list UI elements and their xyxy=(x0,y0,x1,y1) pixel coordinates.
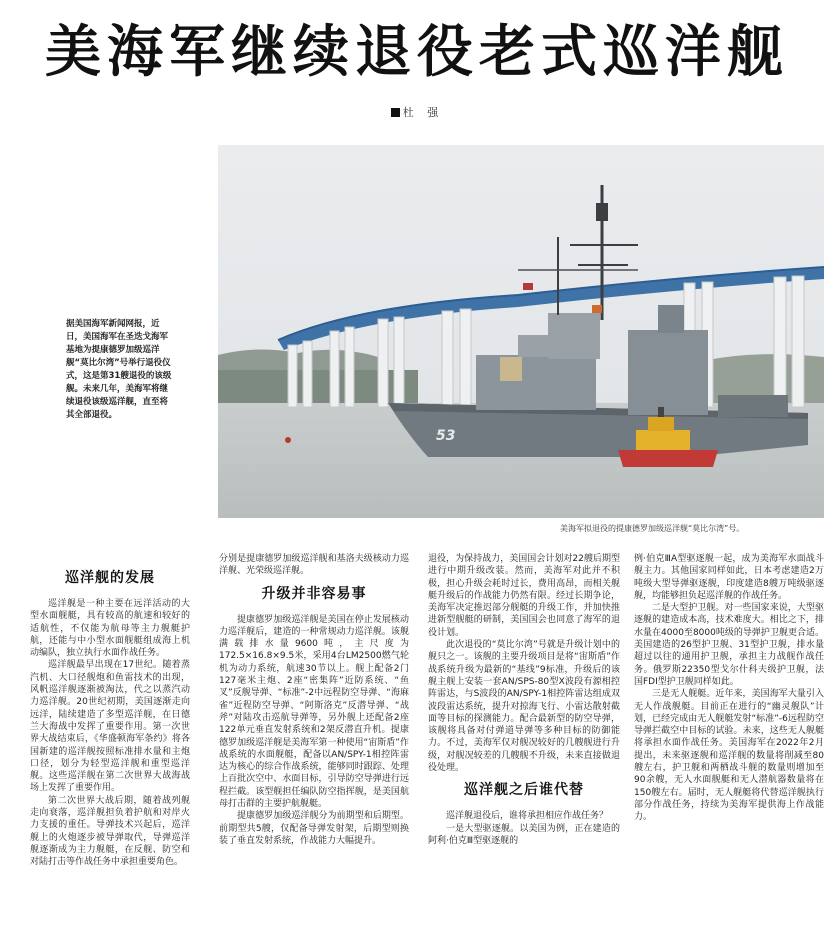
headline: 美海军继续退役老式巡洋舰 xyxy=(45,20,789,85)
photo-caption: 美海军拟退役的提康德罗加级巡洋舰“莫比尔湾”号。 xyxy=(560,524,745,533)
paragraph: 此次退役的“莫比尔湾”号就是升级计划中的舰只之一。该舰的主要升级项目是将“宙斯盾”作战系统升级为最新的“基线”9标准，升级后的该舰主舰上安装一套AN/SPS-80型X波段有源相控阵雷达，与S波段的AN/SPY-1相控阵雷达组成双波段雷达系统，提升对掠海飞行、小雷达散射截面等目标的探测能力。配合最新型的防空导弹，该舰将具备对付弹道导弹等多种目标的防御能力。不过，美海军仅对舰况较好的几艘舰进行升级，对舰况较差的几艘舰不升级，未来直接做退役处理。 xyxy=(428,640,620,774)
section-heading-upgrade: 升级并非容易事 xyxy=(261,585,367,602)
column-3 xyxy=(428,553,620,930)
section-heading-development: 巡洋舰的发展 xyxy=(65,570,155,586)
paragraph: 巡洋舰最早出现在17世纪。随着蒸汽机、大口径舰炮和鱼雷技术的出现，风帆巡洋舰逐渐被淘汰，代之以蒸汽动力巡洋舰。20世纪初期，美国逐渐走向远洋，陆续建造了多型巡洋舰，在日德兰大海战中发挥了重要作用。第一次世界大战结束后，《华盛顿海军条约》将各国新建的巡洋舰按照标准排水量和主炮口径，划分为轻型巡洋舰和重型巡洋舰。这些巡洋舰在第二次世界大战海战场上发挥了重要作用。 xyxy=(30,660,190,794)
paragraph: 二是大型护卫舰。对一些国家来说，大型驱逐舰的建造成本高，技术难度大。相比之下，排水量在4000至8000吨级的导弹护卫舰更合适。美国建造的26型护卫舰、31型护卫舰，排水量超过以往的通用护卫舰，承担主力战舰作战任务。俄罗斯22350型戈尔什科夫级护卫舰，法国FDI型护卫舰同样如此。 xyxy=(634,603,824,687)
paragraph: 三是无人舰艇。近年来，美国海军大量引入无人作战舰艇。目前正在进行的“幽灵舰队”计划，已经完成由无人舰艇发射“标准”-6远程防空导弹拦截空中目标的试验。未来，这些无人舰艇将承担水面作战任务。美国海军在2022年2月提出，未来驱逐舰和巡洋舰的数量将削减至80艘左右，护卫舰和两栖战斗舰的数量则增加至90余艘，无人水面舰艇和无人潜航器数量将在150艘左右。届时，无人舰艇将代替巡洋舰执行部分作战任务，持续为美海军提供海上作战能力。 xyxy=(634,689,824,823)
section-heading-successor: 巡洋舰之后谁代替 xyxy=(464,782,584,799)
paragraph: 第二次世界大战后期，随着战列舰走向衰落，巡洋舰担负着护航和对岸火力支援的重任。导弹技术兴起后，巡洋舰上的火炮逐步被导弹取代，导弹巡洋舰逐渐成为主力舰艇，在反舰、防空和对陆打击等作战任务中承担重要角色。 xyxy=(30,795,190,868)
paragraph: 退役，为保持战力，美国国会计划对22艘后期型进行中期升级改装。然而，美海军对此并不积极，担心升级会耗时过长，费用高昂，而相关舰艇升级后的作战能力仍然有限。经过长期争论，美海军决定推迟部分舰艇的升级工作，并加快推进新型舰艇的研制，美国国会也同意了海军的退役计划。 xyxy=(428,554,620,638)
paragraph: 提康德罗加级巡洋舰是美国在停止发展核动力巡洋舰后，建造的一种常规动力巡洋舰。该舰满载排水量9600吨，主尺度为172.5×16.8×9.5米，采用4台LM2500燃气轮机为动力系统，航速30节以上。舰上配备2门127毫米主炮、2座“密集阵”近防系统、“鱼叉”反舰导弹、“标准”-2中远程防空导弹、“海麻雀”近程防空导弹、“阿斯洛克”反潜导弹、“战斧”对陆攻击巡航导弹等，另外舰上还配备2座122单元垂直发射系统和2架反潜直升机。提康德罗加级巡洋舰是美海军第一种使用“宙斯盾”作战系统的水面舰艇，配备以AN/SPY-1相控阵雷达为核心的综合作战系统，能够同时跟踪、处理上百批次空中、水面目标，引导防空导弹进行远程拦截。该型舰担任编队防空指挥舰，是美国航母打击群的主要护航舰艇。 xyxy=(219,614,409,810)
paragraph: 巡洋舰退役后，谁将承担相应作战任务？ xyxy=(446,811,609,822)
paragraph: 一是大型驱逐舰。以美国为例，正在建造的阿利·伯克Ⅲ型驱逐舰的 xyxy=(428,823,620,846)
byline-square-icon xyxy=(391,108,400,117)
column-4 xyxy=(634,553,824,930)
column-2 xyxy=(219,553,409,930)
paragraph: 例·伯克ⅢA型驱逐舰一起，成为美海军水面战斗舰主力。其他国家同样如此，日本考虑建造2万吨级大型导弹驱逐舰，印度建造8艘万吨级驱逐舰，均能够担负起巡洋舰的作战任务。 xyxy=(634,554,824,601)
author: 杜 强 xyxy=(402,106,444,119)
paragraph: 分别是提康德罗加级巡洋舰和基洛夫级核动力巡洋舰、光荣级巡洋舰。 xyxy=(219,554,409,577)
paragraph: 巡洋舰是一种主要在远洋活动的大型水面舰艇，具有较高的航速和较好的适航性，不仅能为航母等主力舰艇护航，还能与中小型水面舰艇组成海上机动编队，独立执行水面作战任务。 xyxy=(30,599,190,659)
paragraph: 提康德罗加级巡洋舰分为前期型和后期型。前期型共5艘，仅配备导弹发射架，后期型则换装了垂直发射系统，作战能力大幅提升。 xyxy=(219,811,409,846)
warship-photo xyxy=(218,145,824,518)
hull-number: 53 xyxy=(436,428,456,444)
column-1 xyxy=(30,562,190,930)
side-caption: 据美国海军新闻网报，近日，美国海军在圣迭戈海军基地为提康德罗加级巡洋舰“莫比尔湾”号举行退役仪式，这是第31艘退役的该级舰。未来几年，美海军将继续退役该级巡洋舰，直至将其全部退役。 xyxy=(66,319,172,420)
byline xyxy=(0,104,834,120)
